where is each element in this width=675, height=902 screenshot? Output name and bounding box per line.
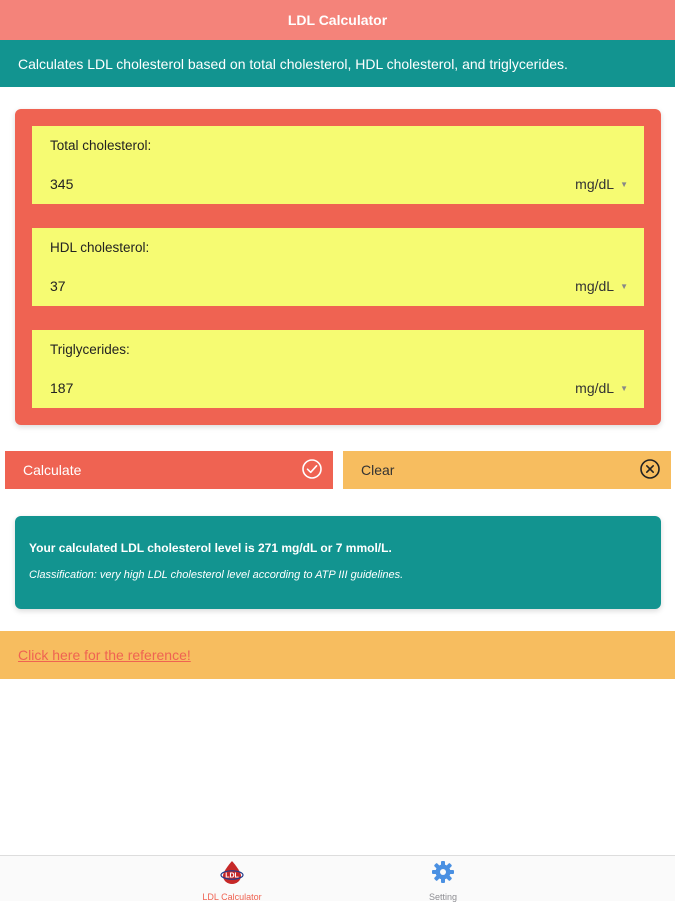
close-circle-icon (639, 458, 661, 483)
caret-down-icon: ▼ (620, 281, 628, 291)
check-circle-icon (301, 458, 323, 483)
tab-bar (0, 855, 675, 901)
hdl-cholesterol-unit-select[interactable] (575, 278, 628, 294)
caret-down-icon: ▼ (620, 383, 628, 393)
svg-text:LDL: LDL (225, 872, 239, 880)
triglycerides-input[interactable] (50, 380, 250, 396)
unit-label: mg/dL (575, 278, 615, 294)
description-banner (0, 40, 675, 87)
result-text: Your calculated LDL cholesterol level is 271 mg/dL or 7 mmol/L. (29, 541, 392, 555)
result-card (15, 516, 661, 609)
caret-down-icon: ▼ (620, 179, 628, 189)
hdl-cholesterol-label: HDL cholesterol: (50, 240, 150, 255)
calculate-button-label: Calculate (23, 462, 82, 478)
triglycerides-unit-select[interactable] (575, 380, 628, 396)
total-cholesterol-field (32, 126, 644, 204)
hdl-cholesterol-field (32, 228, 644, 306)
calculate-button[interactable] (5, 451, 333, 489)
reference-link[interactable]: Click here for the reference! (18, 647, 191, 663)
triglycerides-label: Triglycerides: (50, 342, 130, 357)
tab-label: Setting (428, 892, 458, 902)
total-cholesterol-unit-select[interactable] (575, 176, 628, 192)
clear-button-label: Clear (361, 462, 395, 478)
tab-ldl-calculator[interactable] (187, 860, 277, 902)
triglycerides-field (32, 330, 644, 408)
unit-label: mg/dL (575, 380, 615, 396)
clear-button[interactable] (343, 451, 671, 489)
reference-bar (0, 631, 675, 679)
total-cholesterol-label: Total cholesterol: (50, 138, 152, 153)
input-form-card (15, 109, 661, 425)
description-text: Calculates LDL cholesterol based on total cholesterol, HDL cholesterol, and triglycerides. (18, 55, 568, 72)
ldl-logo-icon (219, 860, 245, 889)
classification-text: Classification: very high LDL cholesterol level according to ATP III guidelines. (29, 569, 404, 581)
tab-setting[interactable] (398, 860, 488, 902)
tab-label: LDL Calculator (202, 892, 262, 902)
hdl-cholesterol-input[interactable] (50, 278, 250, 294)
app-header (0, 0, 675, 40)
gear-icon (430, 860, 456, 889)
unit-label: mg/dL (575, 176, 615, 192)
total-cholesterol-input[interactable] (50, 176, 250, 192)
app-title: LDL Calculator (287, 12, 388, 28)
